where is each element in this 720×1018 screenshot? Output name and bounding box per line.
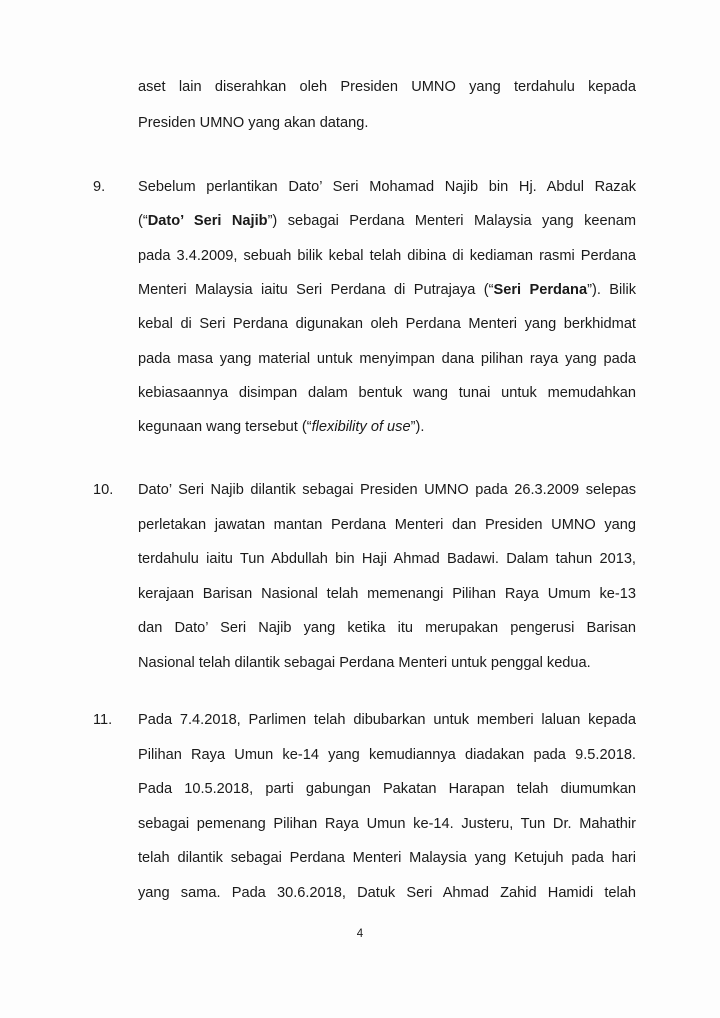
text-line: sebagai pemenang Pilihan Raya Umun ke-14. Justeru, Tun Dr. Mahathir — [138, 816, 636, 832]
text-line: (“Dato’ Seri Najib”) sebagai Perdana Menteri Malaysia yang keenam — [138, 213, 637, 229]
text-line: terdahulu iaitu Tun Abdullah bin Haji Ahmad Badawi. Dalam tahun 2013, — [138, 551, 636, 567]
text-line: Pada 10.5.2018, parti gabungan Pakatan Harapan telah diumumkan — [138, 781, 636, 797]
text-line: telah dilantik sebagai Perdana Menteri Malaysia yang Ketujuh pada hari — [138, 850, 636, 866]
text-line: yang sama. Pada 30.6.2018, Datuk Seri Ahmad Zahid Hamidi telah — [138, 885, 636, 901]
text-line: perletakan jawatan mantan Perdana Menteri dan Presiden UMNO yang — [138, 517, 636, 533]
paragraph-number: 9. — [93, 179, 106, 195]
text-line: kebiasaannya disimpan dalam bentuk wang tunai untuk memudahkan — [138, 385, 636, 401]
italic-term: flexibility of use — [311, 419, 411, 435]
paragraph-number: 10. — [93, 482, 114, 498]
bold-term: Seri Perdana — [493, 282, 588, 298]
text-line: Pada 7.4.2018, Parlimen telah dibubarkan untuk memberi laluan kepada — [138, 712, 636, 728]
text-line: Nasional telah dilantik sebagai Perdana Menteri untuk penggal kedua. — [138, 655, 591, 671]
bold-term: Dato’ Seri Najib — [147, 213, 268, 229]
text-line: aset lain diserahkan oleh Presiden UMNO yang terdahulu kepada — [138, 79, 636, 95]
text-line: Presiden UMNO yang akan datang. — [138, 115, 369, 131]
text-line: pada 3.4.2009, sebuah bilik kebal telah dibina di kediaman rasmi Perdana — [138, 248, 636, 264]
text-line: Menteri Malaysia iaitu Seri Perdana di Putrajaya (“Seri Perdana”). Bilik — [138, 282, 637, 298]
text-line: kebal di Seri Perdana digunakan oleh Perdana Menteri yang berkhidmat — [138, 316, 636, 332]
text-line: pada masa yang material untuk menyimpan dana pilihan raya yang pada — [138, 351, 636, 367]
text-line: dan Dato’ Seri Najib yang ketika itu merupakan pengerusi Barisan — [138, 620, 636, 636]
text-line: kerajaan Barisan Nasional telah memenangi Pilihan Raya Umum ke-13 — [138, 586, 636, 602]
paragraph-number: 11. — [93, 712, 113, 728]
text-line: Sebelum perlantikan Dato’ Seri Mohamad Najib bin Hj. Abdul Razak — [138, 179, 636, 195]
page-number: 4 — [356, 928, 364, 940]
text-line: Pilihan Raya Umun ke-14 yang kemudiannya diadakan pada 9.5.2018. — [138, 747, 636, 763]
text-line: Dato’ Seri Najib dilantik sebagai Presiden UMNO pada 26.3.2009 selepas — [138, 482, 636, 498]
text-line: kegunaan wang tersebut (“flexibility of use”). — [138, 419, 425, 435]
